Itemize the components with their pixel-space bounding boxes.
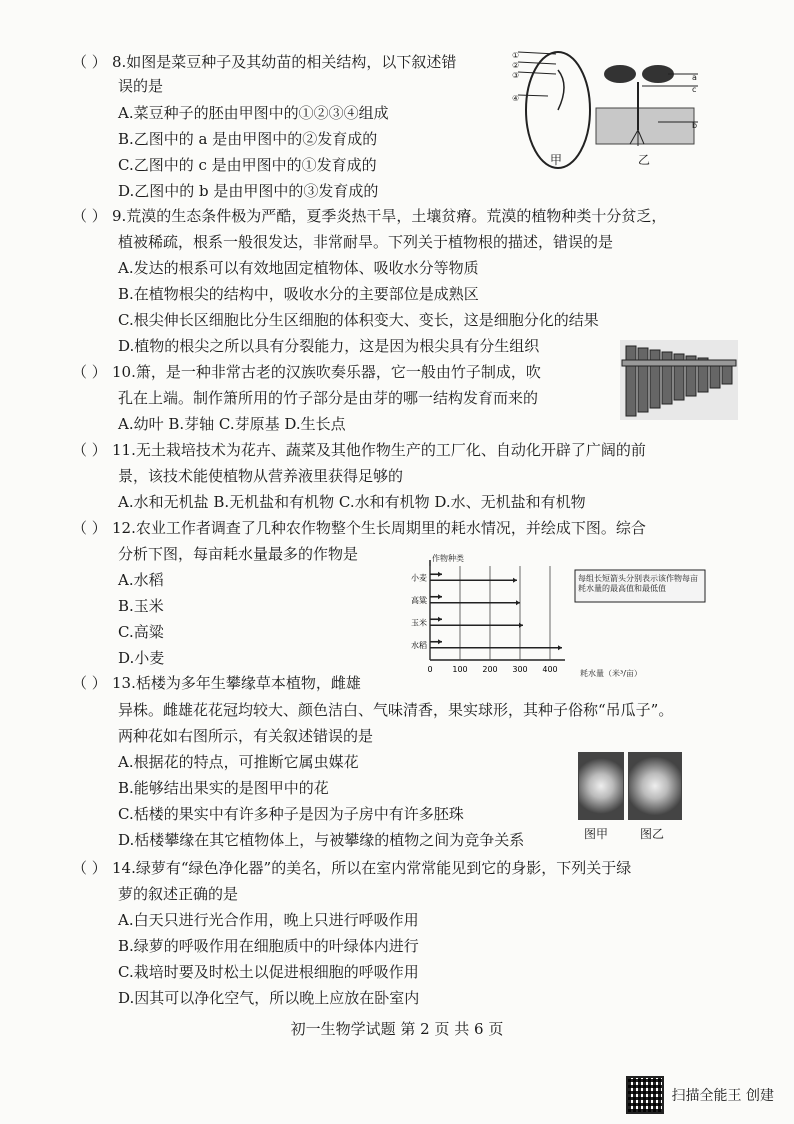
option-b: B.乙图中的 a 是由甲图中的②发育成的 — [118, 130, 378, 148]
x-tick-label: 300 — [512, 665, 528, 674]
chart-xlabel: 耗水量（米³/亩） — [580, 669, 642, 678]
question-stem: 孔在上端。制作箫所用的竹子部分是由芽的哪一结构发育而来的 — [118, 389, 539, 407]
option-a: A.水稻 — [118, 571, 164, 589]
x-tick-label: 400 — [542, 665, 558, 674]
question-stem: 两种花如右图所示，有关叙述错误的是 — [118, 727, 374, 745]
page-footer: 初一生物学试题 第 2 页 共 6 页 — [290, 1020, 504, 1038]
figure-caption: 图乙 — [640, 827, 665, 841]
scanner-watermark — [626, 1076, 774, 1114]
figure-mark: a — [692, 73, 697, 82]
option-b: B.在植物根尖的结构中，吸收水分的主要部位是成熟区 — [118, 285, 479, 303]
answer-paren: （ ） — [72, 674, 107, 692]
option-a: A.发达的根系可以有效地固定植物体、吸收水分等物质 — [118, 259, 479, 277]
answer-paren: （ ） — [72, 53, 107, 71]
chart-arrowhead — [438, 594, 442, 599]
chart-arrowhead — [516, 600, 520, 605]
x-tick-label: 100 — [452, 665, 468, 674]
chart-arrowhead — [438, 639, 442, 644]
figure-caption: 图甲 — [584, 827, 609, 841]
question-stem: 11.无土栽培技术为花卉、蔬菜及其他作物生产的工厂化、自动化开辟了广阔的前 — [112, 441, 646, 459]
option-d: D.植物的根尖之所以具有分裂能力，这是因为根尖具有分生组织 — [118, 337, 540, 355]
question-stem: 12.农业工作者调查了几种农作物整个生长周期里的耗水情况，并绘成下图。综合 — [112, 519, 646, 537]
figure-mark: ① — [512, 51, 520, 60]
question-stem: 景，该技术能使植物从营养液里获得足够的 — [118, 467, 404, 485]
chart-arrowhead — [438, 572, 442, 577]
option-b: B.绿萝的呼吸作用在细胞质中的叶绿体内进行 — [118, 937, 419, 955]
figure-mark: ④ — [512, 94, 520, 103]
question-stem: 异株。雌雄花花冠均较大、颜色洁白、气味清香，果实球形，其种子俗称“吊瓜子”。 — [118, 701, 674, 719]
option-c: C.根尖伸长区细胞比分生区细胞的体积变大、变长，这是细胞分化的结果 — [118, 311, 599, 329]
category-label: 玉米 — [411, 618, 427, 628]
option-d: D.因其可以净化空气，所以晚上应放在卧室内 — [118, 989, 420, 1007]
option-d: D.乙图中的 b 是由甲图中的③发育成的 — [118, 182, 379, 200]
options-row: A.幼叶 B.芽轴 C.芽原基 D.生长点 — [118, 415, 346, 433]
figure-caption: 甲 — [550, 153, 563, 167]
category-label: 高粱 — [411, 595, 427, 605]
option-c: C.乙图中的 c 是由甲图中的①发育成的 — [118, 156, 377, 174]
x-tick-label: 0 — [427, 665, 433, 674]
qr-code-icon — [626, 1076, 664, 1114]
answer-paren: （ ） — [72, 441, 107, 459]
chart-ylabel: 作物种类 — [432, 554, 464, 563]
option-d: D.栝楼攀缘在其它植物体上，与被攀缘的植物之间为竞争关系 — [118, 831, 525, 849]
option-b: B.能够结出果实的是图甲中的花 — [118, 779, 329, 797]
question-stem: 植被稀疏，根系一般很发达，非常耐旱。下列关于植物根的描述，错误的是 — [118, 233, 614, 251]
options-row: A.水和无机盐 B.无机盐和有机物 C.水和有机物 D.水、无机盐和有机物 — [118, 493, 586, 511]
category-label: 水稻 — [411, 640, 427, 650]
option-c: C.栽培时要及时松土以促进根细胞的呼吸作用 — [118, 963, 419, 981]
seed-seedling-figure — [508, 40, 708, 180]
answer-paren: （ ） — [72, 859, 107, 877]
question-stem: 9.荒漠的生态条件极为严酷，夏季炎热干旱，土壤贫瘠。荒漠的植物种类十分贫乏， — [112, 207, 667, 225]
category-label: 小麦 — [411, 573, 427, 583]
chart-legend-text: 每组长短箭头分别表示该作物每亩耗水量的最高值和最低值 — [578, 574, 698, 593]
figure-mark: ② — [512, 61, 520, 70]
pan-flute-image — [620, 340, 738, 420]
flower-photo-a — [578, 752, 624, 820]
figure-mark: ③ — [512, 71, 520, 80]
figure-mark: c — [692, 85, 697, 94]
figure-mark: b — [692, 121, 698, 130]
chart-arrowhead — [519, 623, 523, 628]
option-c: C.栝楼的果实中有许多种子是因为子房中有许多胚珠 — [118, 805, 464, 823]
question-stem: 误的是 — [118, 77, 164, 95]
chart-arrowhead — [558, 645, 562, 650]
chart-arrowhead — [438, 617, 442, 622]
option-a: A.根据花的特点，可推断它属虫媒花 — [118, 753, 359, 771]
flower-photo-b — [628, 752, 682, 820]
question-stem: 10.箫，是一种非常古老的汉族吹奏乐器，它一般由竹子制成，吹 — [112, 363, 541, 381]
x-tick-label: 200 — [482, 665, 498, 674]
question-stem: 13.栝楼为多年生攀缘草本植物，雌雄 — [112, 674, 361, 692]
chart-arrowhead — [513, 578, 517, 583]
answer-paren: （ ） — [72, 519, 107, 537]
option-a: A.菜豆种子的胚由甲图中的①②③④组成 — [118, 104, 389, 122]
figure-caption: 乙 — [638, 153, 651, 167]
question-stem: 分析下图，每亩耗水量最多的作物是 — [118, 545, 359, 563]
option-a: A.白天只进行光合作用，晚上只进行呼吸作用 — [118, 911, 419, 929]
option-b: B.玉米 — [118, 597, 164, 615]
answer-paren: （ ） — [72, 363, 107, 381]
question-stem: 14.绿萝有“绿色净化器”的美名，所以在室内常常能见到它的身影，下列关于绿 — [112, 859, 632, 877]
option-d: D.小麦 — [118, 649, 165, 667]
answer-paren: （ ） — [72, 207, 107, 225]
scanner-label: 扫描全能王 创建 — [671, 1088, 774, 1104]
question-stem: 8.如图是菜豆种子及其幼苗的相关结构，以下叙述错 — [112, 53, 457, 71]
option-c: C.高粱 — [118, 623, 164, 641]
question-stem: 萝的叙述正确的是 — [118, 885, 239, 903]
